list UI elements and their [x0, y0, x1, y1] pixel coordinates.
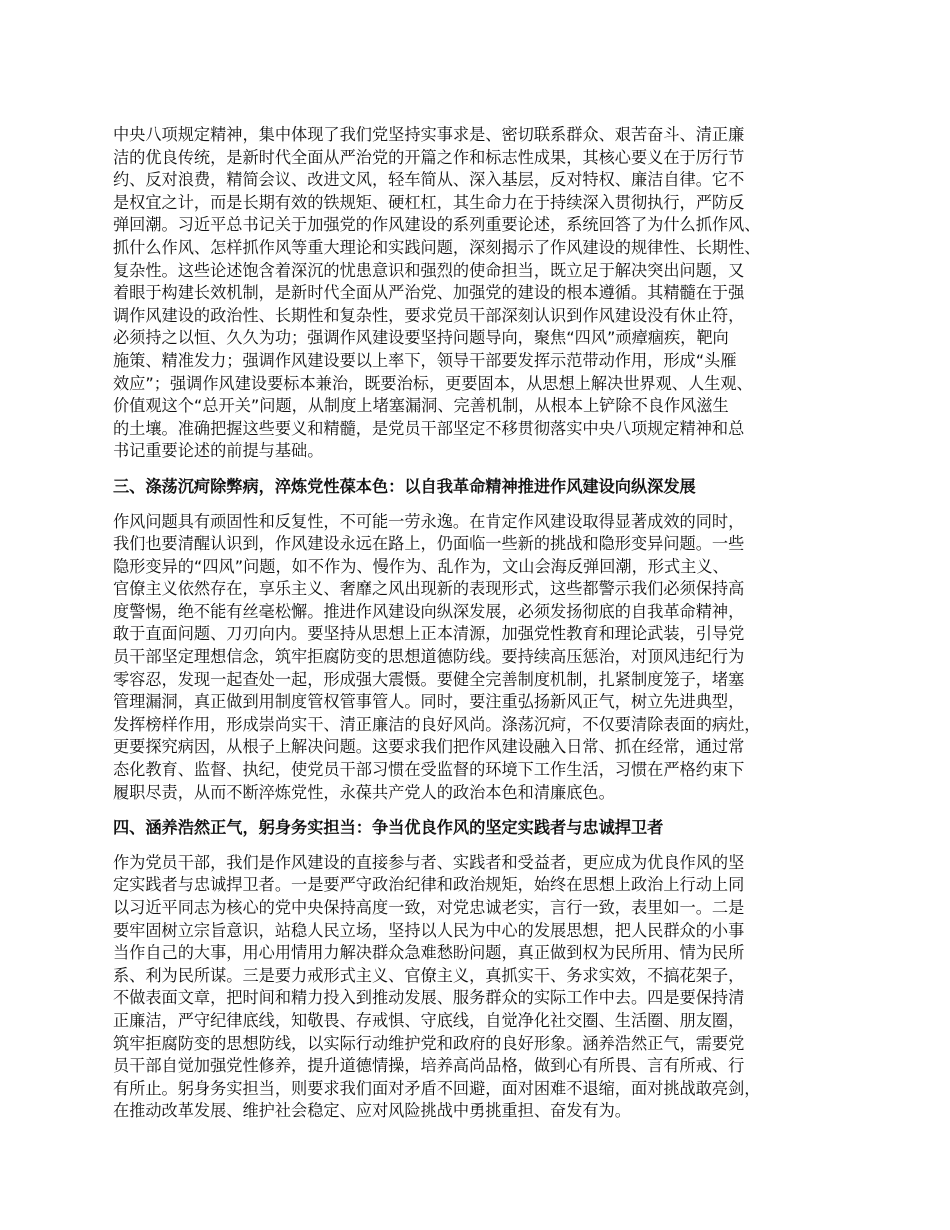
text-line: 态化教育、监督、执纪，使党员干部习惯在受监督的环境下工作生活，习惯在严格约束下: [113, 760, 745, 780]
text-line: 筑牢拒腐防变的思想防线，以实际行动维护党和政府的良好形象。涵养浩然正气，需要党: [113, 1033, 745, 1053]
text-line: 必须持之以恒、久久为功；强调作风建设要坚持问题导向，聚焦“四风”顽瘴痼疾，靶向: [113, 328, 729, 348]
paragraph-self-revolution: [113, 511, 855, 805]
text-line: 定实践者与忠诚捍卫者。一是要严守政治纪律和政治规矩，始终在思想上政治上行动上同: [113, 875, 745, 895]
text-line: 着眼于构建长效机制，是新时代全面从严治党、加强党的建设的根本遵循。其精髓在于强: [113, 283, 745, 303]
text-line: 度警惕，绝不能有丝毫松懈。推进作风建设向纵深发展，必须发扬彻底的自我革命精神，: [113, 601, 745, 621]
text-line: 管理漏洞，真正做到用制度管权管事管人。同时，要注重弘扬新风正气，树立先进典型，: [113, 692, 745, 712]
text-line: 正廉洁，严守纪律底线，知敬畏、存戒惧、守底线，自觉净化社交圈、生活圈、朋友圈，: [113, 1010, 745, 1030]
text-line: 履职尽责，从而不断淬炼党性，永葆共产党人的政治本色和清廉底色。: [113, 782, 615, 802]
text-line: 弹回潮。习近平总书记关于加强党的作风建设的系列重要论述，系统回答了为什么抓作风、: [113, 215, 761, 235]
text-line: 员干部坚定理想信念，筑牢拒腐防变的思想道德防线。要持续高压惩治，对顶风违纪行为: [113, 647, 745, 667]
text-line: 调作风建设的政治性、长期性和复杂性，要求党员干部深刻认识到作风建设没有休止符，: [113, 305, 745, 325]
paragraph-central-eight-rules: [113, 124, 855, 463]
text-line: 在推动改革发展、维护社会稳定、应对风险挑战中勇挑重担、奋发有为。: [113, 1101, 631, 1121]
text-line: 的土壤。准确把握这些要义和精髓，是党员干部坚定不移贯彻落实中央八项规定精神和总: [113, 418, 745, 438]
text-line: 更要探究病因，从根子上解决问题。这要求我们把作风建设融入日常、抓在经常，通过常: [113, 737, 745, 757]
text-line: 复杂性。这些论述饱含着深沉的忧患意识和强烈的使命担当，既立足于解决突出问题，又: [113, 260, 745, 280]
text-line: 洁的优良传统，是新时代全面从严治党的开篇之作和标志性成果，其核心要义在于厉行节: [113, 147, 745, 167]
text-line: 零容忍，发现一起查处一起，形成强大震慑。要健全完善制度机制，扎紧制度笼子，堵塞: [113, 669, 745, 689]
text-line: 发挥榜样作用，形成崇尚实干、清正廉洁的良好风尚。涤荡沉疴，不仅要清除表面的病灶，: [113, 714, 761, 734]
text-line: 价值观这个“总开关”问题，从制度上堵塞漏洞、完善机制，从根本上铲除不良作风滋生: [113, 396, 729, 416]
paragraph-practice-guardian: [113, 852, 855, 1123]
text-line: 员干部自觉加强党性修养，提升道德情操，培养高尚品格，做到心有所畏、言有所戒、行: [113, 1056, 745, 1076]
text-line: 以习近平同志为核心的党中央保持高度一致，对党忠诚老实，言行一致，表里如一。二是: [113, 898, 745, 917]
text-line: 当作自己的大事，用心用情用力解决群众急难愁盼问题，真正做到权为民所用、情为民所: [113, 943, 745, 963]
text-line: 要牢固树立宗旨意识，站稳人民立场，坚持以人民为中心的发展思想，把人民群众的小事: [113, 920, 745, 940]
text-line: 官僚主义依然存在，享乐主义、奢靡之风出现新的表现形式，这些都警示我们必须保持高: [113, 579, 745, 599]
text-line: 不做表面文章，把时间和精力投入到推动发展、服务群众的实际工作中去。四是要保持清: [113, 988, 745, 1008]
text-line: 作风问题具有顽固性和反复性，不可能一劳永逸。在肯定作风建设取得显著成效的同时，: [113, 511, 745, 531]
text-line: 有所止。躬身务实担当，则要求我们面对矛盾不回避，面对困难不退缩，面对挑战敢亮剑，: [113, 1078, 761, 1098]
text-line: 是权宜之计，而是长期有效的铁规矩、硬杠杠，其生命力在于持续深入贯彻执行，严防反: [113, 192, 745, 212]
text-line: 系、利为民所谋。三是要力戒形式主义、官僚主义，真抓实干、务求实效，不搞花架子，: [113, 965, 745, 985]
section-heading-4: 四、涵养浩然正气，躬身务实担当：争当优良作风的坚定实践者与忠诚捍卫者: [113, 818, 664, 838]
document-body: [113, 124, 855, 1123]
text-line: 抓什么作风、怎样抓作风等重大理论和实践问题，深刻揭示了作风建设的规律性、长期性、: [113, 237, 761, 257]
text-line: 施策、精准发力；强调作风建设要以上率下，领导干部要发挥示范带动作用，形成“头雁: [113, 350, 737, 370]
text-line: 约、反对浪费，精简会议、改进文风，轻车简从、深入基层，反对特权、廉洁自律。它不: [113, 170, 745, 190]
text-line: 书记重要论述的前提与基础。: [113, 441, 324, 461]
text-line: 作为党员干部，我们是作风建设的直接参与者、实践者和受益者，更应成为优良作风的坚: [113, 852, 745, 872]
text-line: 敢于直面问题、刀刃向内。要坚持从思想上正本清源，加强党性教育和理论武装，引导党: [113, 624, 745, 644]
text-line: 隐形变异的“四风”问题，如不作为、慢作为、乱作为，文山会海反弹回潮，形式主义、: [113, 556, 729, 576]
section-heading-3: 三、涤荡沉疴除弊病，淬炼党性葆本色：以自我革命精神推进作风建设向纵深发展: [113, 476, 696, 496]
text-line: 我们也要清醒认识到，作风建设永远在路上，仍面临一些新的挑战和隐形变异问题。一些: [113, 534, 745, 554]
text-line: 中央八项规定精神，集中体现了我们党坚持实事求是、密切联系群众、艰苦奋斗、清正廉: [113, 125, 745, 144]
text-line: 效应”；强调作风建设要标本兼治，既要治标，更要固本，从思想上解决世界观、人生观、: [113, 373, 753, 393]
